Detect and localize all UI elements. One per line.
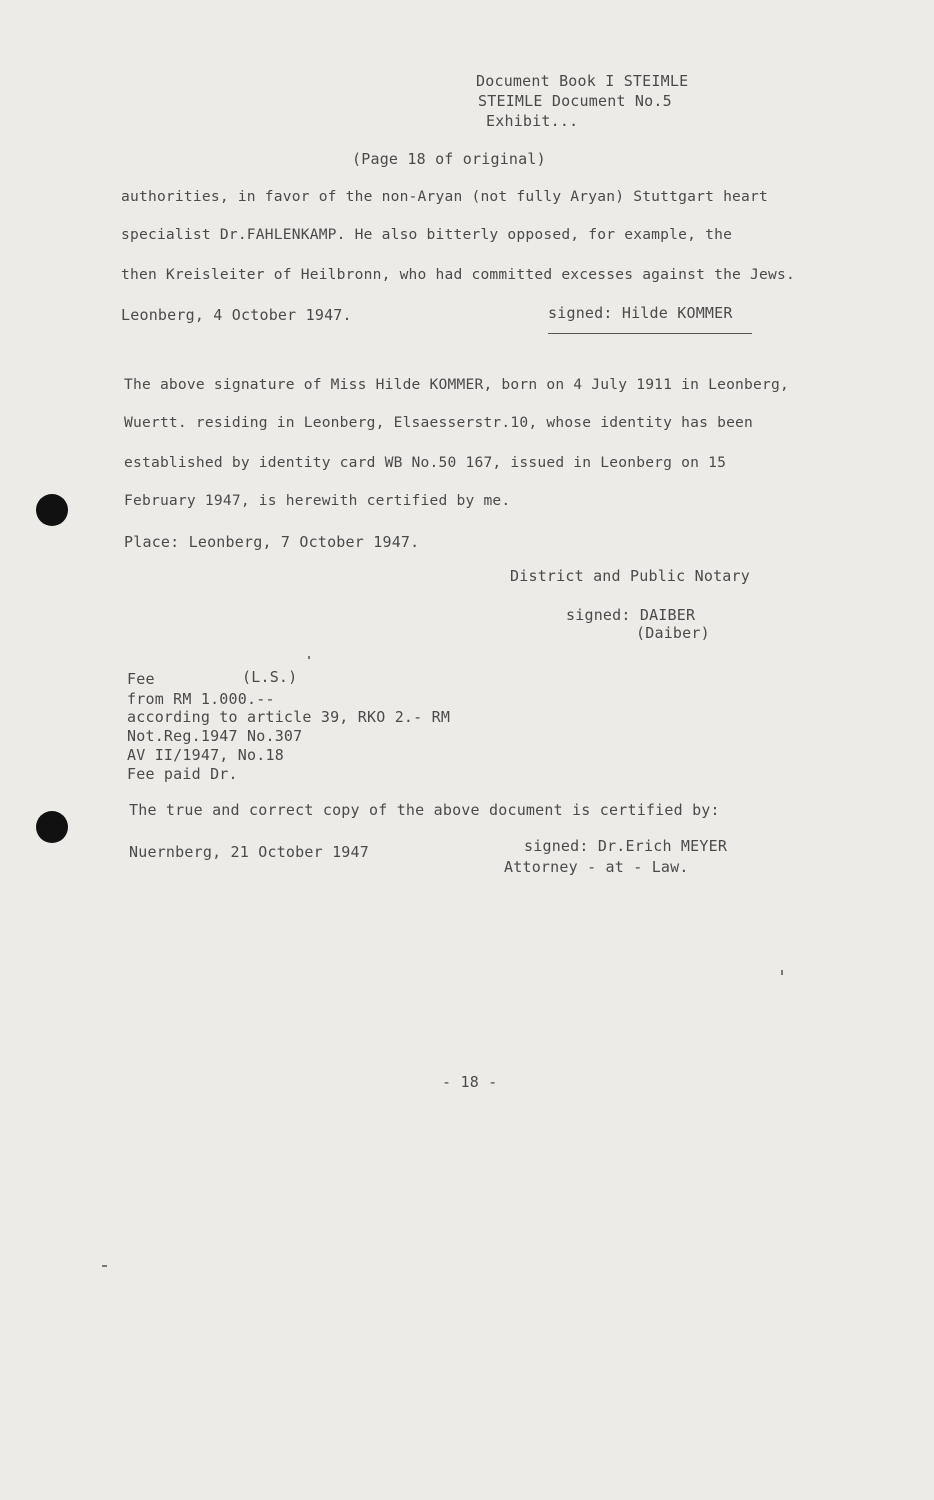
- fee-line: according to article 39, RKO 2.- RM: [127, 708, 451, 726]
- body-line: specialist Dr.FAHLENKAMP. He also bitterly opposed, for example, the: [121, 226, 733, 243]
- header-line-1: Document Book I STEIMLE: [476, 72, 689, 90]
- punch-hole-bottom: [36, 811, 68, 843]
- fee-line: Not.Reg.1947 No.307: [127, 727, 303, 745]
- signature-underline: [548, 333, 752, 334]
- fee-line: from RM 1.000.--: [127, 690, 275, 708]
- certification-title: Attorney - at - Law.: [504, 858, 689, 876]
- place-date-2: Place: Leonberg, 7 October 1947.: [124, 533, 420, 551]
- body-line: February 1947, is herewith certified by me.: [124, 492, 511, 509]
- certification-place-date: Nuernberg, 21 October 1947: [129, 843, 369, 861]
- body-line: then Kreisleiter of Heilbronn, who had committed excesses against the Jews.: [121, 266, 795, 283]
- seal-mark: (L.S.): [242, 668, 298, 686]
- header-line-2: STEIMLE Document No.5: [478, 92, 672, 110]
- header-line-3: Exhibit...: [486, 112, 579, 130]
- certification-statement: The true and correct copy of the above document is certified by:: [129, 801, 720, 819]
- body-line: authorities, in favor of the non-Aryan (not fully Aryan) Stuttgart heart: [121, 188, 769, 205]
- punch-hole-top: [36, 494, 68, 526]
- paper-speck: [308, 656, 310, 659]
- sign1-signature: signed: Hilde KOMMER: [548, 304, 733, 322]
- paper-speck: [781, 970, 783, 975]
- paper-speck: [102, 1265, 107, 1267]
- body-line: The above signature of Miss Hilde KOMMER, born on 4 July 1911 in Leonberg,: [124, 376, 789, 393]
- notary-name: (Daiber): [636, 624, 710, 642]
- sign1-place-date: Leonberg, 4 October 1947.: [121, 306, 352, 324]
- notary-title: District and Public Notary: [510, 567, 750, 585]
- fee-label: Fee: [127, 670, 155, 688]
- body-line: Wuertt. residing in Leonberg, Elsaesserstr.10, whose identity has been: [124, 414, 754, 431]
- notary-signature: signed: DAIBER: [566, 606, 696, 624]
- fee-line: AV II/1947, No.18: [127, 746, 284, 764]
- certification-signature: signed: Dr.Erich MEYER: [524, 837, 728, 855]
- page-number: - 18 -: [442, 1073, 498, 1091]
- fee-line: Fee paid Dr.: [127, 765, 238, 783]
- body-line: established by identity card WB No.50 167, issued in Leonberg on 15: [124, 454, 727, 471]
- page-reference: (Page 18 of original): [352, 150, 546, 168]
